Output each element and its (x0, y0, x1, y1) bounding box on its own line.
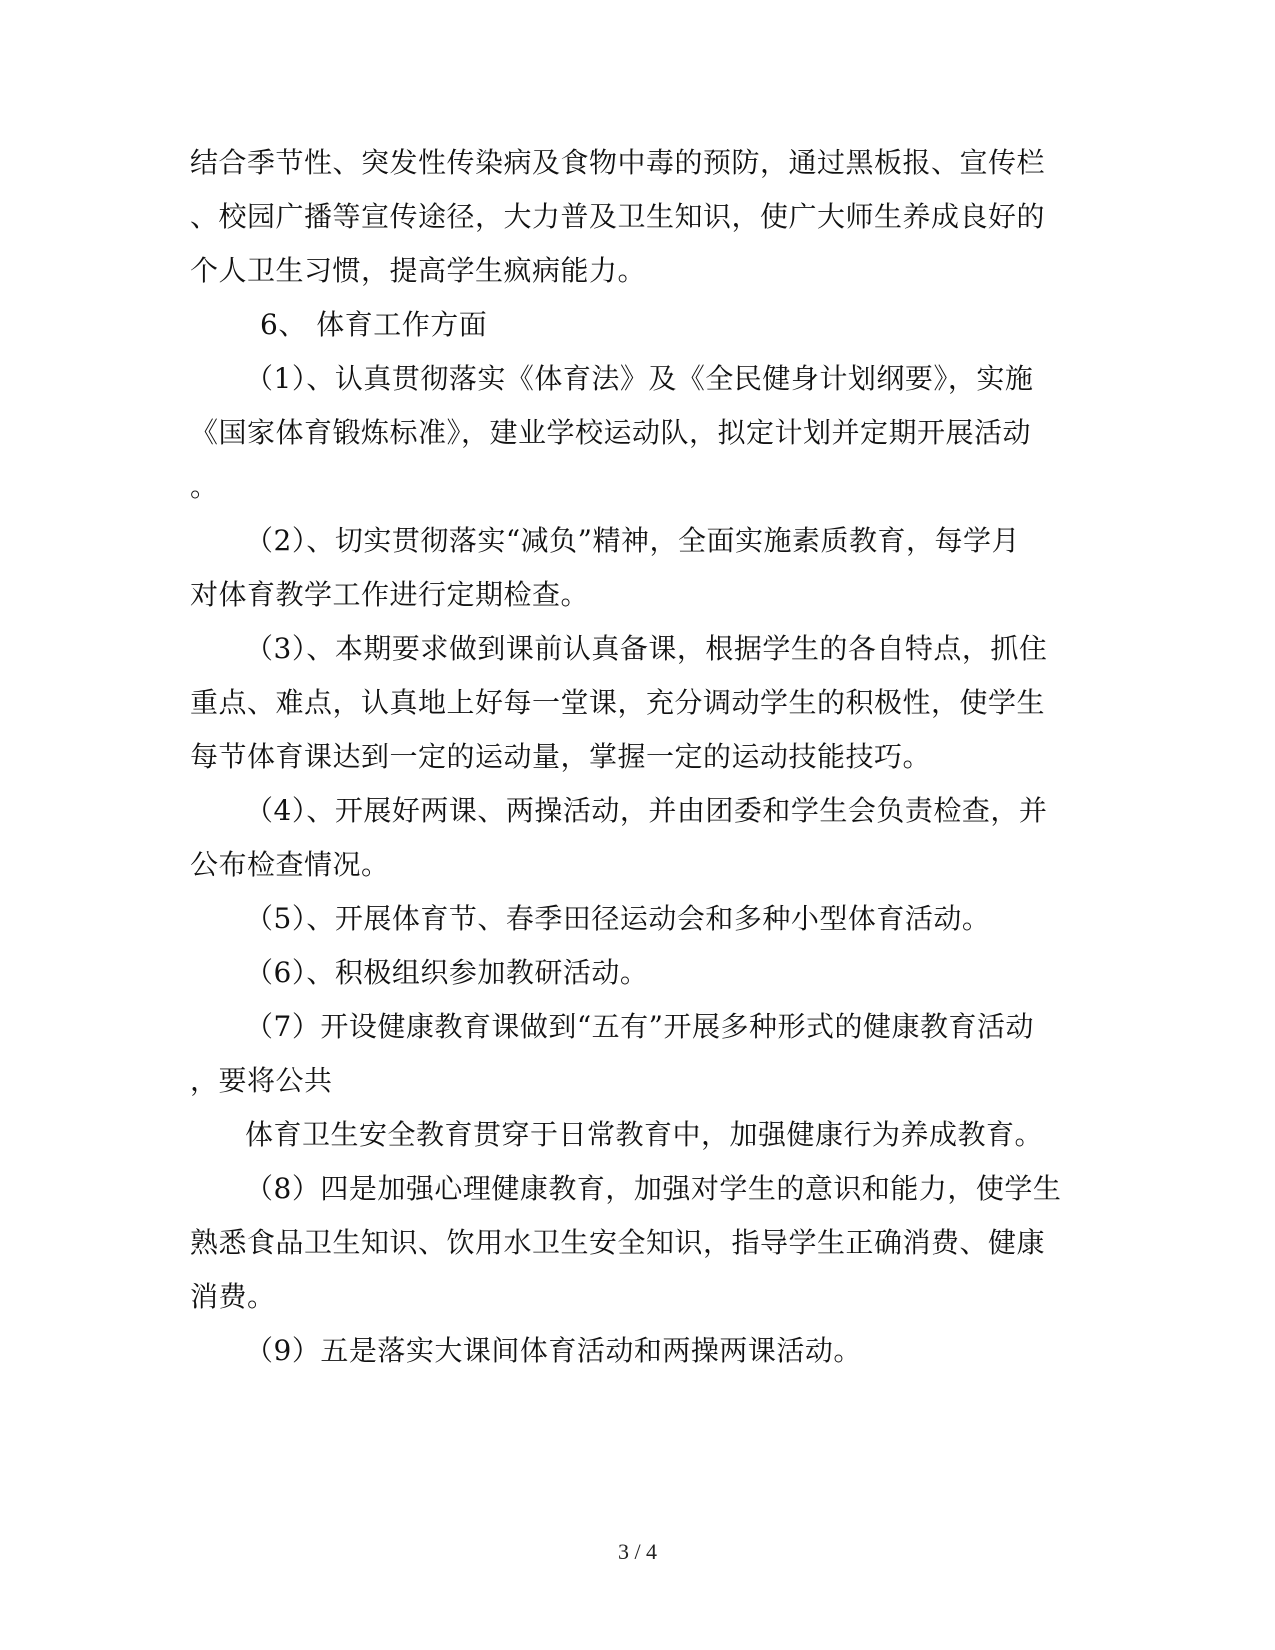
text-line: （2）、切实贯彻落实“减负”精神，全面实施素质教育，每学月 (245, 524, 1020, 557)
text-line: 。 (190, 470, 219, 503)
page-number: 3 / 4 (617, 1539, 658, 1564)
text-line: （1）、认真贯彻落实《体育法》及《全民健身计划纲要》，实施 (245, 362, 1034, 395)
text-line: 《国家体育锻炼标准》，建业学校运动队，拟定计划并定期开展活动 (190, 416, 1032, 449)
text-line: 、校园广播等宣传途径，大力普及卫生知识，使广大师生养成良好的 (190, 200, 1046, 233)
text-line: （7）开设健康教育课做到“五有”开展多种形式的健康教育活动 (245, 1010, 1034, 1043)
text-line: 结合季节性、突发性传染病及食物中毒的预防，通过黑板报、宣传栏 (190, 146, 1046, 179)
text-line: （6）、积极组织参加教研活动。 (245, 956, 649, 989)
text-line: （3）、本期要求做到课前认真备课，根据学生的各自特点，抓住 (245, 632, 1048, 665)
text-line: 熟悉食品卫生知识、饮用水卫生安全知识，指导学生正确消费、健康 (190, 1226, 1046, 1259)
text-line: （8）四是加强心理健康教育，加强对学生的意识和能力，使学生 (245, 1172, 1062, 1205)
section-heading: 6、 体育工作方面 (260, 308, 488, 341)
text-line: 体育卫生安全教育贯穿于日常教育中，加强健康行为养成教育。 (245, 1118, 1044, 1151)
text-line: 个人卫生习惯，提高学生疯病能力。 (190, 254, 647, 287)
text-line: 重点、难点，认真地上好每一堂课，充分调动学生的积极性，使学生 (190, 686, 1046, 719)
text-line: （5）、开展体育节、春季田径运动会和多种小型体育活动。 (245, 902, 991, 935)
text-line: （4）、开展好两课、两操活动，并由团委和学生会负责检查，并 (245, 794, 1048, 827)
text-line: ，要将公共 (190, 1064, 333, 1097)
text-line: （9）五是落实大课间体育活动和两操两课活动。 (245, 1334, 862, 1367)
text-line: 每节体育课达到一定的运动量，掌握一定的运动技能技巧。 (190, 740, 932, 773)
text-line: 对体育教学工作进行定期检查。 (190, 578, 590, 611)
text-line: 消费。 (190, 1280, 276, 1313)
text-line: 公布检查情况。 (190, 848, 390, 881)
